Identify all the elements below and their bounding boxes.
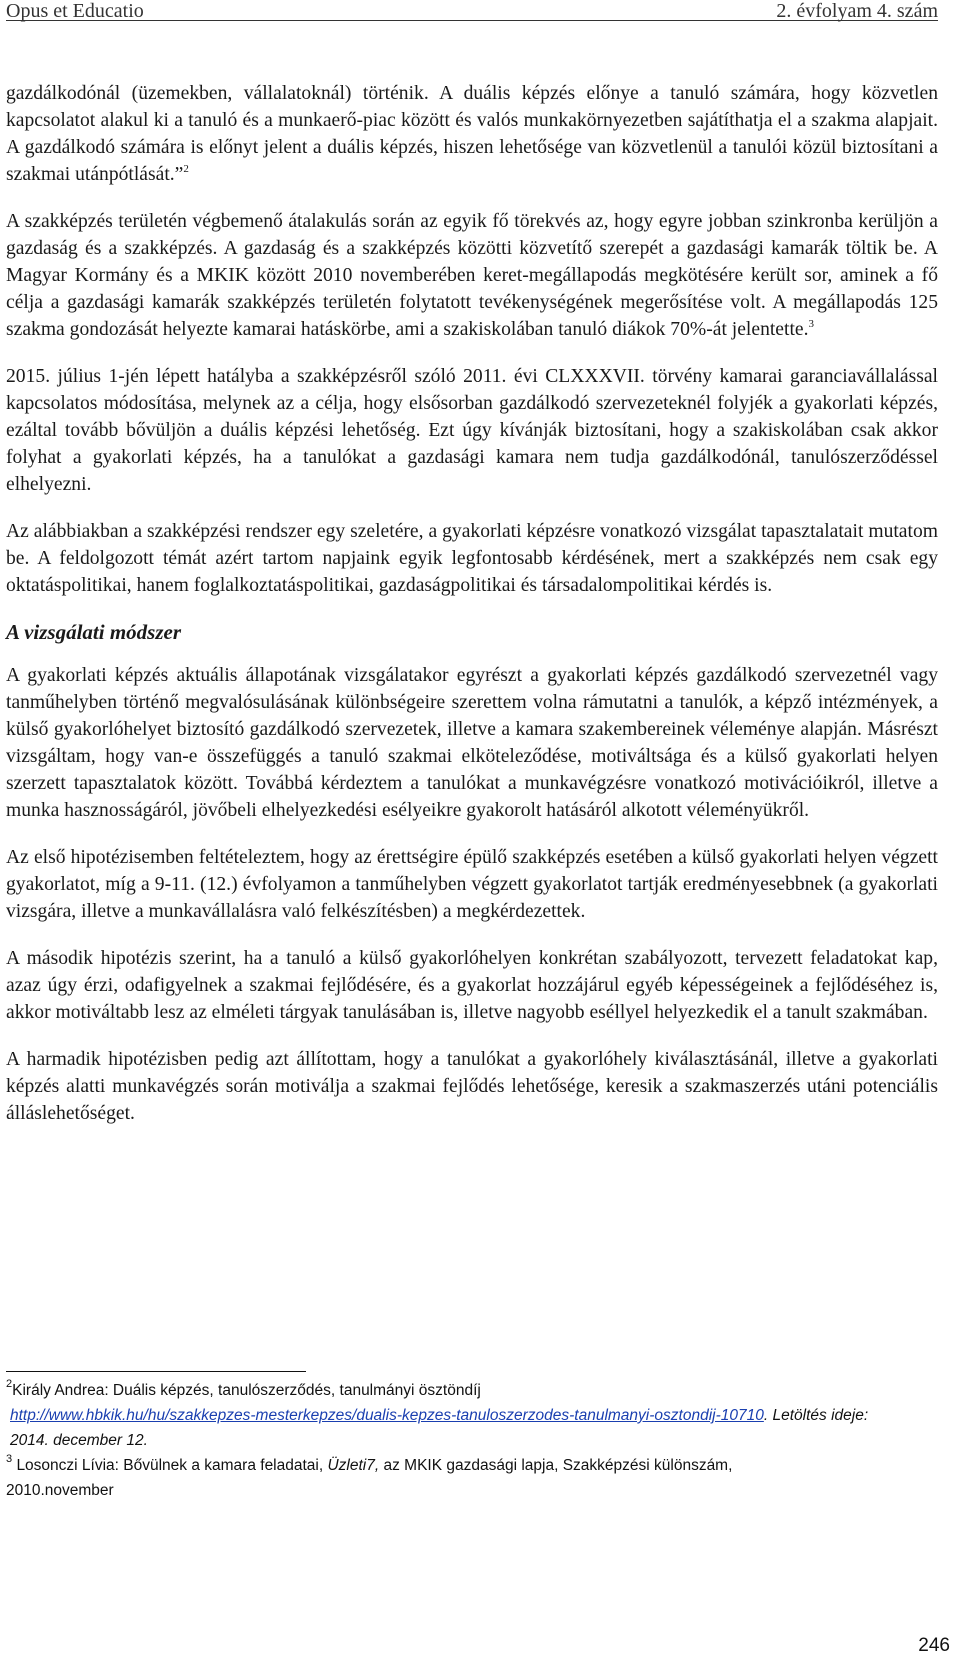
paragraph-method: A gyakorlati képzés aktuális állapotának vizsgálatakor egyrészt a gyakorlati képzés gazdálkodó szervezetnél vagy tanműhelyben történő megvalósulásának különbségeire szerettem volna rámutatni a tanulók, a képző intézmények, a külső gyakorlóhelyet biztosító gazdálkodó szervezetek, illetve a kamara szakembereinek véleménye alapján. Másrészt vizsgáltam, hogy van-e összefüggés a tanuló szakmai elköteleződése, motiváltsága és a külső gyakorlati helyen szerzett tapasztalatok között. Továbbá kérdeztem a tanulókat a munkavégzésre vonatkozó motivációikról, illetve a munka hasznosságáról, jövőbeli elhelyezkedési esélyeikre gyakorolt hatásáról alkotott véleményükről. — [6, 665, 938, 821]
footnote-rest: az MKIK gazdasági lapja, Szakképzési különszám, — [379, 1457, 733, 1474]
paragraph-chambers-role — [6, 208, 938, 343]
issue-label: 2. évfolyam 4. szám — [776, 0, 938, 22]
footnote-number: 2 — [6, 1378, 13, 1390]
footnote-2 — [6, 1378, 906, 1403]
footnote-author: Losonczi Lívia: Bővülnek a kamara feladatai, — [16, 1457, 328, 1474]
footnote-retrieval-date: Letöltés ideje: 2014. december 12. — [10, 1407, 869, 1449]
page-number: 246 — [918, 1635, 950, 1656]
paragraph-text: gazdálkodónál (üzemekben, vállalatoknál) történik. A duális képzés előnye a tanuló számára, hogy közvetlen kapcsolatot alakul ki a tanuló és a munkaerő-piac között és valós munkakörnyezetben sajátíthatja el a szakma alapjait. A gazdálkodó számára is előnyt jelent a duális képzés, hiszen lehetősége van közvetlenül a tanulói közül biztosítani a szakmai utánpótlását.” — [6, 83, 938, 185]
section-heading: A vizsgálati módszer — [6, 620, 182, 644]
paragraph-hypothesis-3: A harmadik hipotézisben pedig azt állítottam, hogy a tanulókat a gyakorlóhely kiválasztásánál, illetve a gyakorlati képzés alatti munkavégzés során motiválja a szakmai fejlődés lehetősége, keresik a szakmaszerzés utáni potenciális álláslehetőséget. — [6, 1049, 938, 1124]
journal-title: Opus et Educatio — [6, 0, 144, 22]
footnote-3 — [6, 1453, 906, 1478]
footnote-publication: Üzleti7, — [327, 1457, 380, 1474]
footnote-3-date: 2010.november — [6, 1482, 114, 1499]
footnote-text: Király Andrea: Duális képzés, tanulószerződés, tanulmányi ösztöndíj — [12, 1382, 481, 1399]
article-body — [6, 80, 938, 1147]
running-header — [6, 0, 938, 21]
footnotes — [6, 1378, 906, 1503]
footnote-ref[interactable]: 2 — [183, 163, 189, 175]
paragraph-study-intro: Az alábbiakban a szakképzési rendszer egy szeletére, a gyakorlati képzésre vonatkozó vizsgálat tapasztalatait mutatom be. A feldolgozott témát azért tartom napjaink egyik legfontosabb kérdésének, mert a szakképzés nem csak egy oktatáspolitikai, hanem foglalkoztatáspolitikai, gazdaságpolitikai és társadalompolitikai kérdés is. — [6, 521, 938, 596]
paragraph-hypothesis-1: Az első hipotézisemben feltételeztem, hogy az érettségire épülő szakképzés esetében a külső gyakorlati helyen végzett gyakorlatot, míg a 9-11. (12.) évfolyamon a tanműhelyben végzett gyakorlatot tartják eredményesebbnek (a gyakorlati vizsgára, illetve a munkavállalásra való felkészítésben) a megkérdezettek. — [6, 847, 938, 922]
paragraph-2015-amendment: 2015. július 1-jén lépett hatályba a szakképzésről szóló 2011. évi CLXXXVII. törvény kamarai garanciavállalással kapcsolatos módosítása, melynek az a célja, hogy elsősorban gazdálkodó szervezeteknél folyjék a gyakorlati képzés, ezáltal tovább bővüljön a duális képzési lehetőség. Ezt úgy kívánják biztosítani, hogy a szakiskolában csak akkor folyhat a gyakorlati képzés, ha a tanulókat a gazdasági kamara nem tudja gazdálkodónál, tanulószerződéssel elhelyezni. — [6, 366, 938, 495]
footnote-link[interactable]: http://www.hbkik.hu/hu/szakkepzes-mesterkepzes/dualis-kepzes-tanuloszerzodes-tanulmanyi-osztondij-10710 — [10, 1407, 764, 1424]
footnote-number: 3 — [6, 1453, 13, 1465]
footnote-ref[interactable]: 3 — [808, 318, 814, 330]
paragraph-hypothesis-2: A második hipotézis szerint, ha a tanuló a külső gyakorlóhelyen konkrétan szabályozott, tervezett feladatokat kap, azaz úgy érzi, odafigyelnek a szakmai fejlődésére, és a gyakorlat hozzájárul egyéb képességeinek a fejlődéséhez is, akkor motiváltabb lesz az elméleti tárgyak tanulásában is, illetve nagyobb eséllyel helyezkedik el a tanult szakmában. — [6, 948, 938, 1023]
paragraph-text: A szakképzés területén végbemenő átalakulás során az egyik fő törekvés az, hogy egyre jobban szinkronba kerüljön a gazdaság és a szakképzés. A gazdaság és a szakképzés közötti közvetítő szerepét a gazdasági kamarák töltik be. A Magyar Kormány és a MKIK között 2010 novemberében keret-megállapodás megkötésére került sor, aminek a fő célja a gazdasági kamarák szakképzés területén folytatott tevékenységének megerősítése volt. A megállapodás 125 szakma gondozását helyezte kamarai hatáskörbe, ami a szakiskolában tanuló diákok 70%-át jelentette. — [6, 211, 938, 340]
footnote-2-link-line: http://www.hbkik.hu/hu/szakkepzes-mesterkepzes/dualis-kepzes-tanuloszerzodes-tanulmanyi-osztondij-10710. Letöltés ideje: 2014. december 12. — [10, 1407, 869, 1449]
paragraph-dual-training-benefits — [6, 80, 938, 188]
footnote-divider — [6, 1371, 306, 1372]
